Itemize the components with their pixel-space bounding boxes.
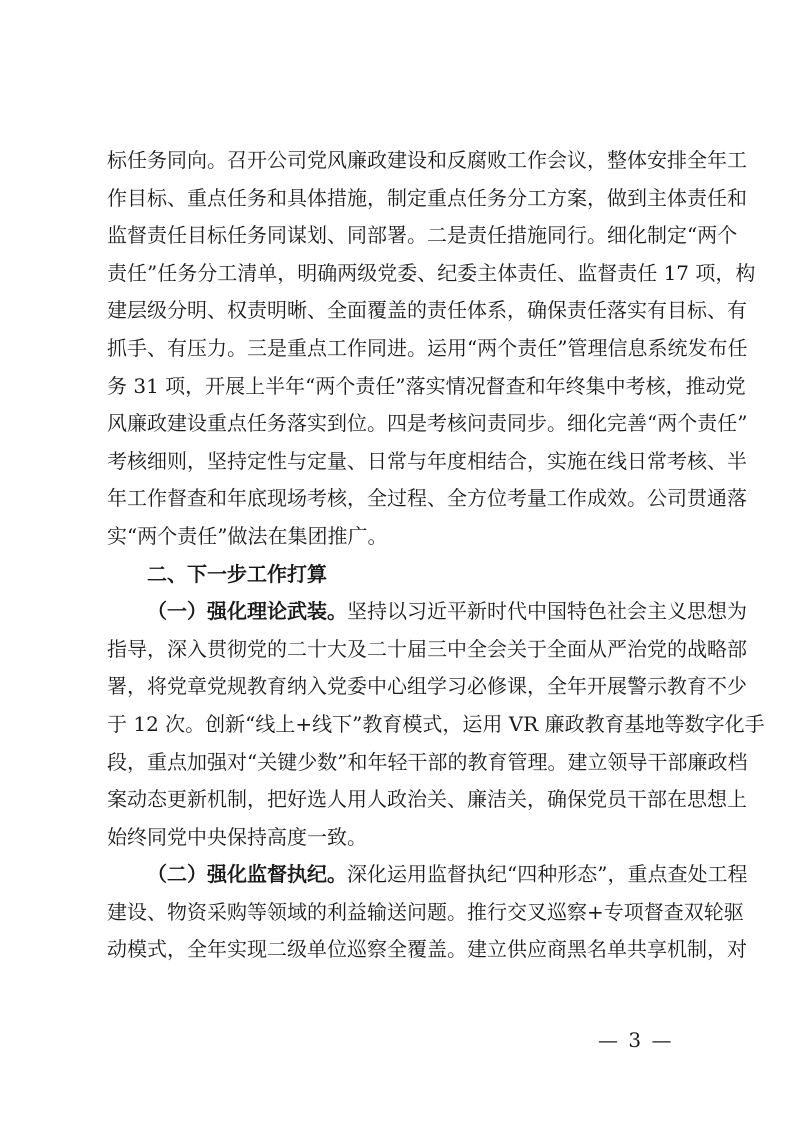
text-line: 指导，深入贯彻党的二十大及二十届三中全会关于全面从严治党的战略部 <box>107 636 747 661</box>
text-line: 实“两个责任”做法在集团推广。 <box>107 523 388 548</box>
text-line: 标任务同向。召开公司党风廉政建设和反腐败工作会议，整体安排全年工 <box>107 148 747 172</box>
paragraph-first-line: （一）强化理论武装。坚持以习近平新时代中国特色社会主义思想为 <box>147 599 747 624</box>
text-line: 建层级分明、权责明晰、全面覆盖的责任体系，确保责任落实有目标、有 <box>107 298 747 323</box>
text-line: 责任”任务分工清单，明确两级党委、纪委主体责任、监督责任 17 项，构 <box>107 260 756 285</box>
text-line: 务 31 项，开展上半年“两个责任”落实情况督查和年终集中考核，推动党 <box>107 373 746 398</box>
text-line: 监督责任目标任务同谋划、同部署。二是责任措施同行。细化制定“两个 <box>107 223 738 248</box>
paragraph <box>107 593 765 856</box>
text-line: 风廉政建设重点任务落实到位。四是考核问责同步。细化完善“两个责任” <box>107 411 748 436</box>
paragraph-lead: （二）强化监督执纪。 <box>147 862 347 887</box>
paragraph-first-line: （二）强化监督执纪。深化运用监督执纪“四种形态”，重点查处工程 <box>147 862 748 887</box>
paragraph <box>107 142 756 556</box>
text-line: 抓手、有压力。三是重点工作同进。运用“两个责任”管理信息系统发布任 <box>107 335 748 360</box>
page-number: — 3 — <box>598 1028 674 1052</box>
text-line: 始终同党中央保持高度一致。 <box>107 824 367 849</box>
paragraph <box>107 856 748 969</box>
paragraph-lead: （一）强化理论武装。 <box>147 599 347 624</box>
text-line: 作目标、重点任务和具体措施，制定重点任务分工方案，做到主体责任和 <box>107 185 747 210</box>
text-line: 年工作督查和年底现场考核，全过程、全方位考量工作成效。公司贯通落 <box>107 486 747 511</box>
section-heading: 二、下一步工作打算 <box>147 561 327 586</box>
text-line: 动模式，全年实现二级单位巡察全覆盖。建立供应商黑名单共享机制，对 <box>107 937 747 962</box>
text-line: 案动态更新机制，把好选人用人政治关、廉洁关，确保党员干部在思想上 <box>107 787 747 812</box>
text-line: 于 12 次。创新“线上+线下”教育模式，运用 VR 廉政教育基地等数字化手 <box>107 711 765 736</box>
text-line: 署，将党章党规教育纳入党委中心组学习必修课，全年开展警示教育不少 <box>107 674 747 699</box>
text-line: 段，重点加强对“关键少数”和年轻干部的教育管理。建立领导干部廉政档 <box>107 749 748 774</box>
text-line: 考核细则，坚持定性与定量、日常与年度相结合，实施在线日常考核、半 <box>107 448 747 473</box>
text-line: 建设、物资采购等领域的利益输送问题。推行交叉巡察+专项督查双轮驱 <box>107 899 744 924</box>
document-body <box>107 142 765 969</box>
